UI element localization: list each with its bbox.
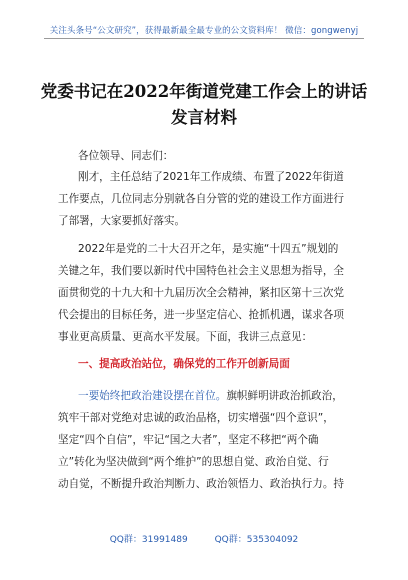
paragraph-2-line: 事业更高质量、更高水平发展。下面，我讲三点意见： [58, 331, 313, 343]
footer-qq-group-2: QQ群：535304092 [214, 535, 299, 545]
document-title-line-2: 发言材料 [171, 108, 237, 127]
greeting: 各位领导、同志们： [78, 150, 174, 162]
paragraph-3-line: 动自觉，不断提升政治判断力、政治领悟力、政治执行力。持 [58, 478, 345, 490]
footer-contacts [0, 532, 408, 545]
paragraph-2-line: 代会提出的目标任务，进一步坚定信心、抢抓机遇，谋求各项 [58, 309, 345, 321]
paragraph-1-line: 工作要点，几位同志分别就各自分管的党的建设工作方面进行 [58, 193, 345, 205]
paragraph-3-line: 筑牢干部对党绝对忠诚的政治品格，切实增强“四个意识”， [58, 412, 334, 424]
paragraph-3-lead: 一要始终把政治建设摆在首位。 [78, 390, 227, 402]
paragraph-2-line: 面贯彻党的十九大和十九届历次全会精神，紧扣区第十三次党 [58, 287, 345, 299]
paragraph-2-line: 关键之年，我们要以新时代中国特色社会主义思想为指导，全 [58, 265, 345, 277]
section-heading-1-text: 一、提高政治站位，确保党的工作开创新局面 [78, 358, 290, 370]
paragraph-3-line [78, 385, 358, 407]
footer-qq-group-1: QQ群：31991489 [109, 535, 188, 545]
paragraph-3-line: 立”转化为坚决做到“两个维护”的思想自觉、政治自觉、行 [58, 456, 329, 468]
paragraph-2-line: 2022年是党的二十大召开之年，是实施“十四五”规划的 [78, 243, 339, 255]
header-promo-note: 关注头条号“公文研究”，获得最新最全最专业的公文资料库！ 微信：gongwenyj [49, 26, 359, 36]
paragraph-1-line: 刚才，主任总结了2021年工作成绩、布置了2022年街道 [78, 171, 344, 183]
document-title-line-1: 党委书记在2022年街道党建工作会上的讲话 [40, 82, 368, 101]
paragraph-3-line: 坚定“四个自信”，牢记“国之大者”，坚定不移把“两个确 [58, 434, 319, 446]
paragraph-3-line-rest: 旗帜鲜明讲政治抓政治， [226, 390, 343, 402]
paragraph-1-line: 了部署，大家要抓好落实。 [58, 215, 186, 227]
header-divider [44, 38, 364, 39]
